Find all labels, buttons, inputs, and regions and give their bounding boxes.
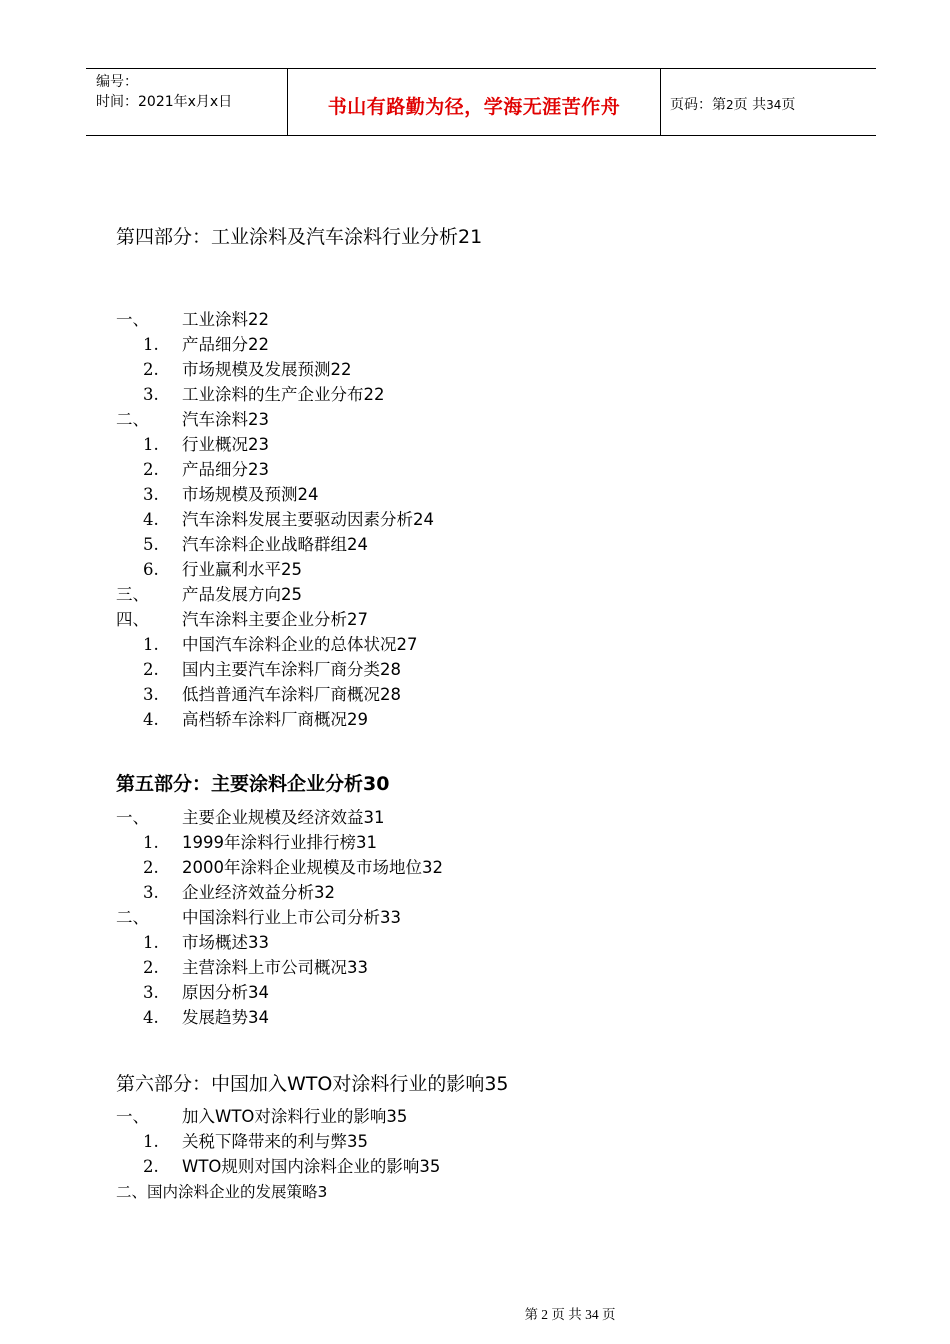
toc-entry-text: 企业经济效益分析32 [182, 883, 335, 902]
toc-entry-text: 国内主要汽车涂料厂商分类28 [182, 660, 401, 679]
number-label: 编号： [96, 74, 138, 90]
page-mid: 页 共 [733, 97, 767, 113]
toc-entry-text: 高档轿车涂料厂商概况29 [182, 710, 368, 729]
header-bottom-rule [86, 135, 876, 136]
toc-entry-text: 汽车涂料企业战略群组24 [182, 535, 368, 554]
page-prefix: 页码：第 [670, 97, 726, 113]
toc-entry-text: 主营涂料上市公司概况33 [182, 958, 368, 977]
toc-entry-text: 汽车涂料发展主要驱动因素分析24 [182, 510, 434, 529]
page-suffix: 页 [781, 97, 796, 113]
time-label: 时间：2021年x月x日 [96, 94, 233, 110]
toc-entry-number: 2. [143, 1157, 159, 1176]
toc-entry-text: 市场规模及预测24 [182, 485, 319, 504]
toc-entry-number: 3. [143, 685, 159, 704]
toc-entry-number: 四、 [116, 610, 149, 629]
toc-entry-text: 低挡普通汽车涂料厂商概况28 [182, 685, 401, 704]
header-page-info [670, 94, 795, 114]
toc-entry-number: 1. [143, 335, 159, 354]
page-footer: 第 2 页 共 34 页 [524, 1307, 616, 1322]
toc-entry-number: 1. [143, 833, 159, 852]
toc-entry-number: 3. [143, 485, 159, 504]
toc-entry-number: 二、 [116, 410, 149, 429]
toc-entry-number: 3. [143, 883, 159, 902]
toc-entry-text: 行业概况23 [182, 435, 269, 454]
toc-entry-number: 1. [143, 435, 159, 454]
toc-entry-text: 加入WTO对涂料行业的影响35 [182, 1107, 408, 1126]
toc-entry-text: 产品发展方向25 [182, 585, 302, 604]
toc-entry-text: 中国涂料行业上市公司分析33 [182, 908, 401, 927]
part-heading: 第五部分：主要涂料企业分析30 [116, 773, 390, 795]
toc-entry-number: 二、 [116, 908, 149, 927]
toc-entry-text: 2000年涂料企业规模及市场地位32 [182, 858, 443, 877]
toc-entry-number: 1. [143, 933, 159, 952]
toc-entry-number: 3. [143, 983, 159, 1002]
toc-entry-number: 4. [143, 710, 159, 729]
toc-entry-number: 1. [143, 635, 159, 654]
toc-entry-number: 4. [143, 1008, 159, 1027]
header-meta [96, 72, 232, 112]
toc-entry-text: 中国汽车涂料企业的总体状况27 [182, 635, 418, 654]
toc-entry-number: 5. [143, 535, 159, 554]
toc-entry-number: 3. [143, 385, 159, 404]
toc-entry-number: 2. [143, 460, 159, 479]
toc-entry-number: 2. [143, 360, 159, 379]
header-motto: 书山有路勤为径，学海无涯苦作舟 [327, 96, 621, 118]
toc-entry-text: 工业涂料的生产企业分布22 [182, 385, 385, 404]
toc-entry-number: 三、 [116, 585, 149, 604]
toc-entry-number: 2. [143, 660, 159, 679]
toc-entry-number: 4. [143, 510, 159, 529]
toc-entry-text: 产品细分23 [182, 460, 269, 479]
toc-entry-text: 市场概述33 [182, 933, 269, 952]
toc-entry-text: 发展趋势34 [182, 1008, 269, 1027]
toc-entry-text: 1999年涂料行业排行榜31 [182, 833, 377, 852]
toc-entry-text: 汽车涂料23 [182, 410, 269, 429]
toc-entry-text: 产品细分22 [182, 335, 269, 354]
toc-entry-text: 工业涂料22 [182, 310, 269, 329]
toc-entry-text: WTO规则对国内涂料企业的影响35 [182, 1157, 441, 1176]
page-total: 34 [766, 98, 782, 112]
toc-entry-number: 1. [143, 1132, 159, 1151]
toc-entry-number: 一、 [116, 310, 149, 329]
header-divider-2 [660, 68, 661, 136]
toc-entry-text: 行业赢利水平25 [182, 560, 302, 579]
toc-entry-text: 二、国内涂料企业的发展策略3 [116, 1183, 328, 1201]
part-heading: 第六部分：中国加入WTO对涂料行业的影响35 [116, 1073, 509, 1095]
toc-entry-number: 2. [143, 858, 159, 877]
toc-entry-text: 市场规模及发展预测22 [182, 360, 352, 379]
header-top-rule [86, 68, 876, 69]
toc-entry-text: 原因分析34 [182, 983, 269, 1002]
part-heading: 第四部分：工业涂料及汽车涂料行业分析21 [116, 226, 483, 248]
toc-entry-number: 2. [143, 958, 159, 977]
toc-entry-number: 一、 [116, 1107, 149, 1126]
toc-entry-text: 关税下降带来的利与弊35 [182, 1132, 368, 1151]
page-number: 2 [726, 98, 734, 112]
toc-entry-text: 主要企业规模及经济效益31 [182, 808, 385, 827]
toc-entry-text: 汽车涂料主要企业分析27 [182, 610, 368, 629]
toc-entry-number: 一、 [116, 808, 149, 827]
toc-entry-number: 6. [143, 560, 159, 579]
